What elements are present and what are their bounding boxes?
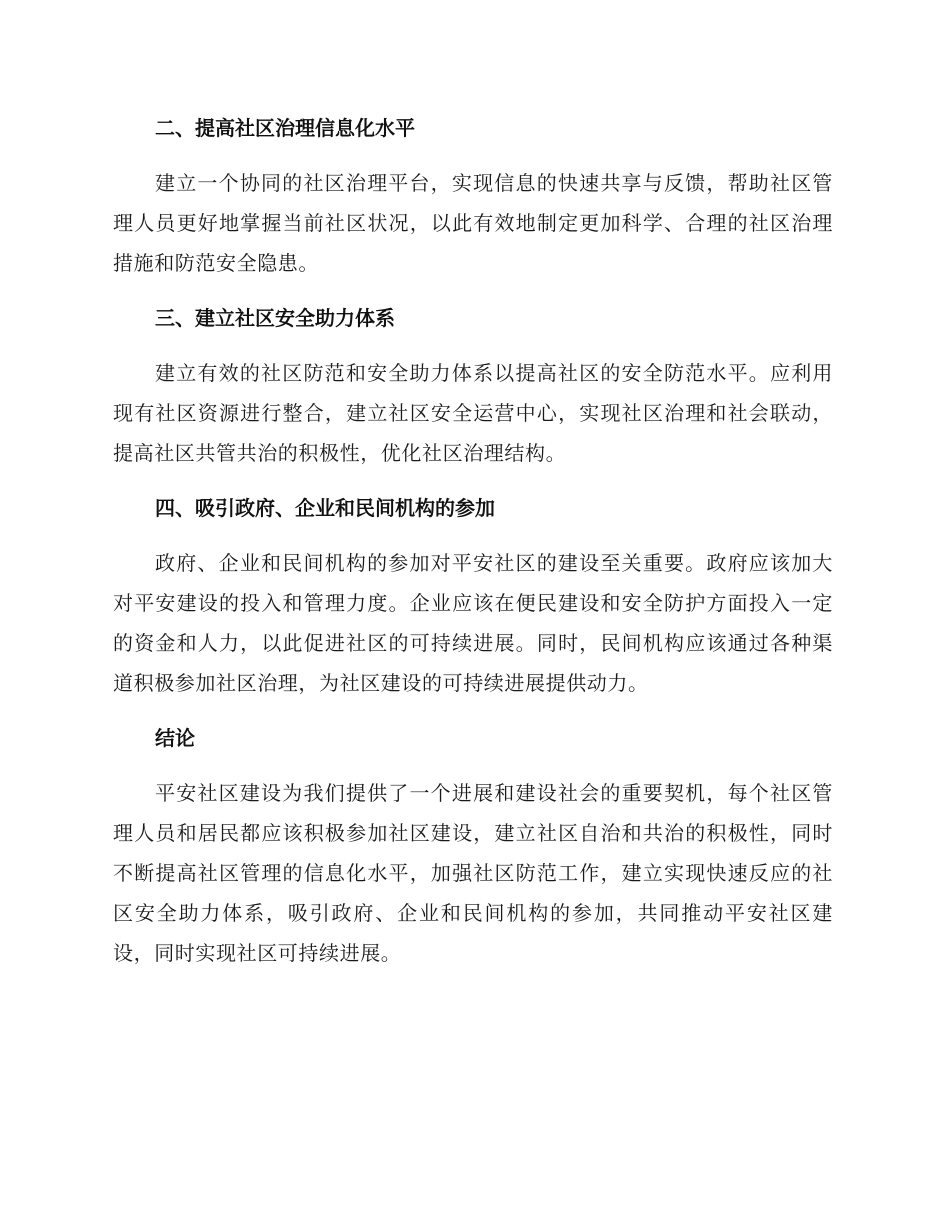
section-heading-participation: 四、吸引政府、企业和民间机构的参加 [155, 496, 495, 520]
section-heading-informatization: 二、提高社区治理信息化水平 [155, 116, 415, 140]
section-paragraph-conclusion: 平安社区建设为我们提供了一个进展和建设社会的重要契机，每个社区管理人员和居民都应该积极参加社区建设，建立社区自治和共治的积极性，同时不断提高社区管理的信息化水平，加强社区防范工作，建立实现快速反应的社区安全助力体系，吸引政府、企业和民间机构的参加，共同推动平安社区建设，同时实现社区可持续进展。 [113, 781, 833, 965]
section-paragraph-informatization: 建立一个协同的社区治理平台，实现信息的快速共享与反馈，帮助社区管理人员更好地掌握当前社区状况，以此有效地制定更加科学、合理的社区治理措施和防范安全隐患。 [113, 171, 833, 275]
document-body [113, 108, 833, 988]
section-heading-safety-system: 三、建立社区安全助力体系 [155, 306, 395, 330]
section-paragraph-participation: 政府、企业和民间机构的参加对平安社区的建设至关重要。政府应该加大对平安建设的投入和管理力度。企业应该在便民建设和安全防护方面投入一定的资金和人力，以此促进社区的可持续进展。同时，民间机构应该通过各种渠道积极参加社区治理，为社区建设的可持续进展提供动力。 [113, 551, 833, 695]
section-paragraph-safety-system: 建立有效的社区防范和安全助力体系以提高社区的安全防范水平。应利用现有社区资源进行整合，建立社区安全运营中心，实现社区治理和社会联动，提高社区共管共治的积极性，优化社区治理结构。 [113, 361, 833, 465]
section-heading-conclusion: 结论 [155, 726, 195, 750]
